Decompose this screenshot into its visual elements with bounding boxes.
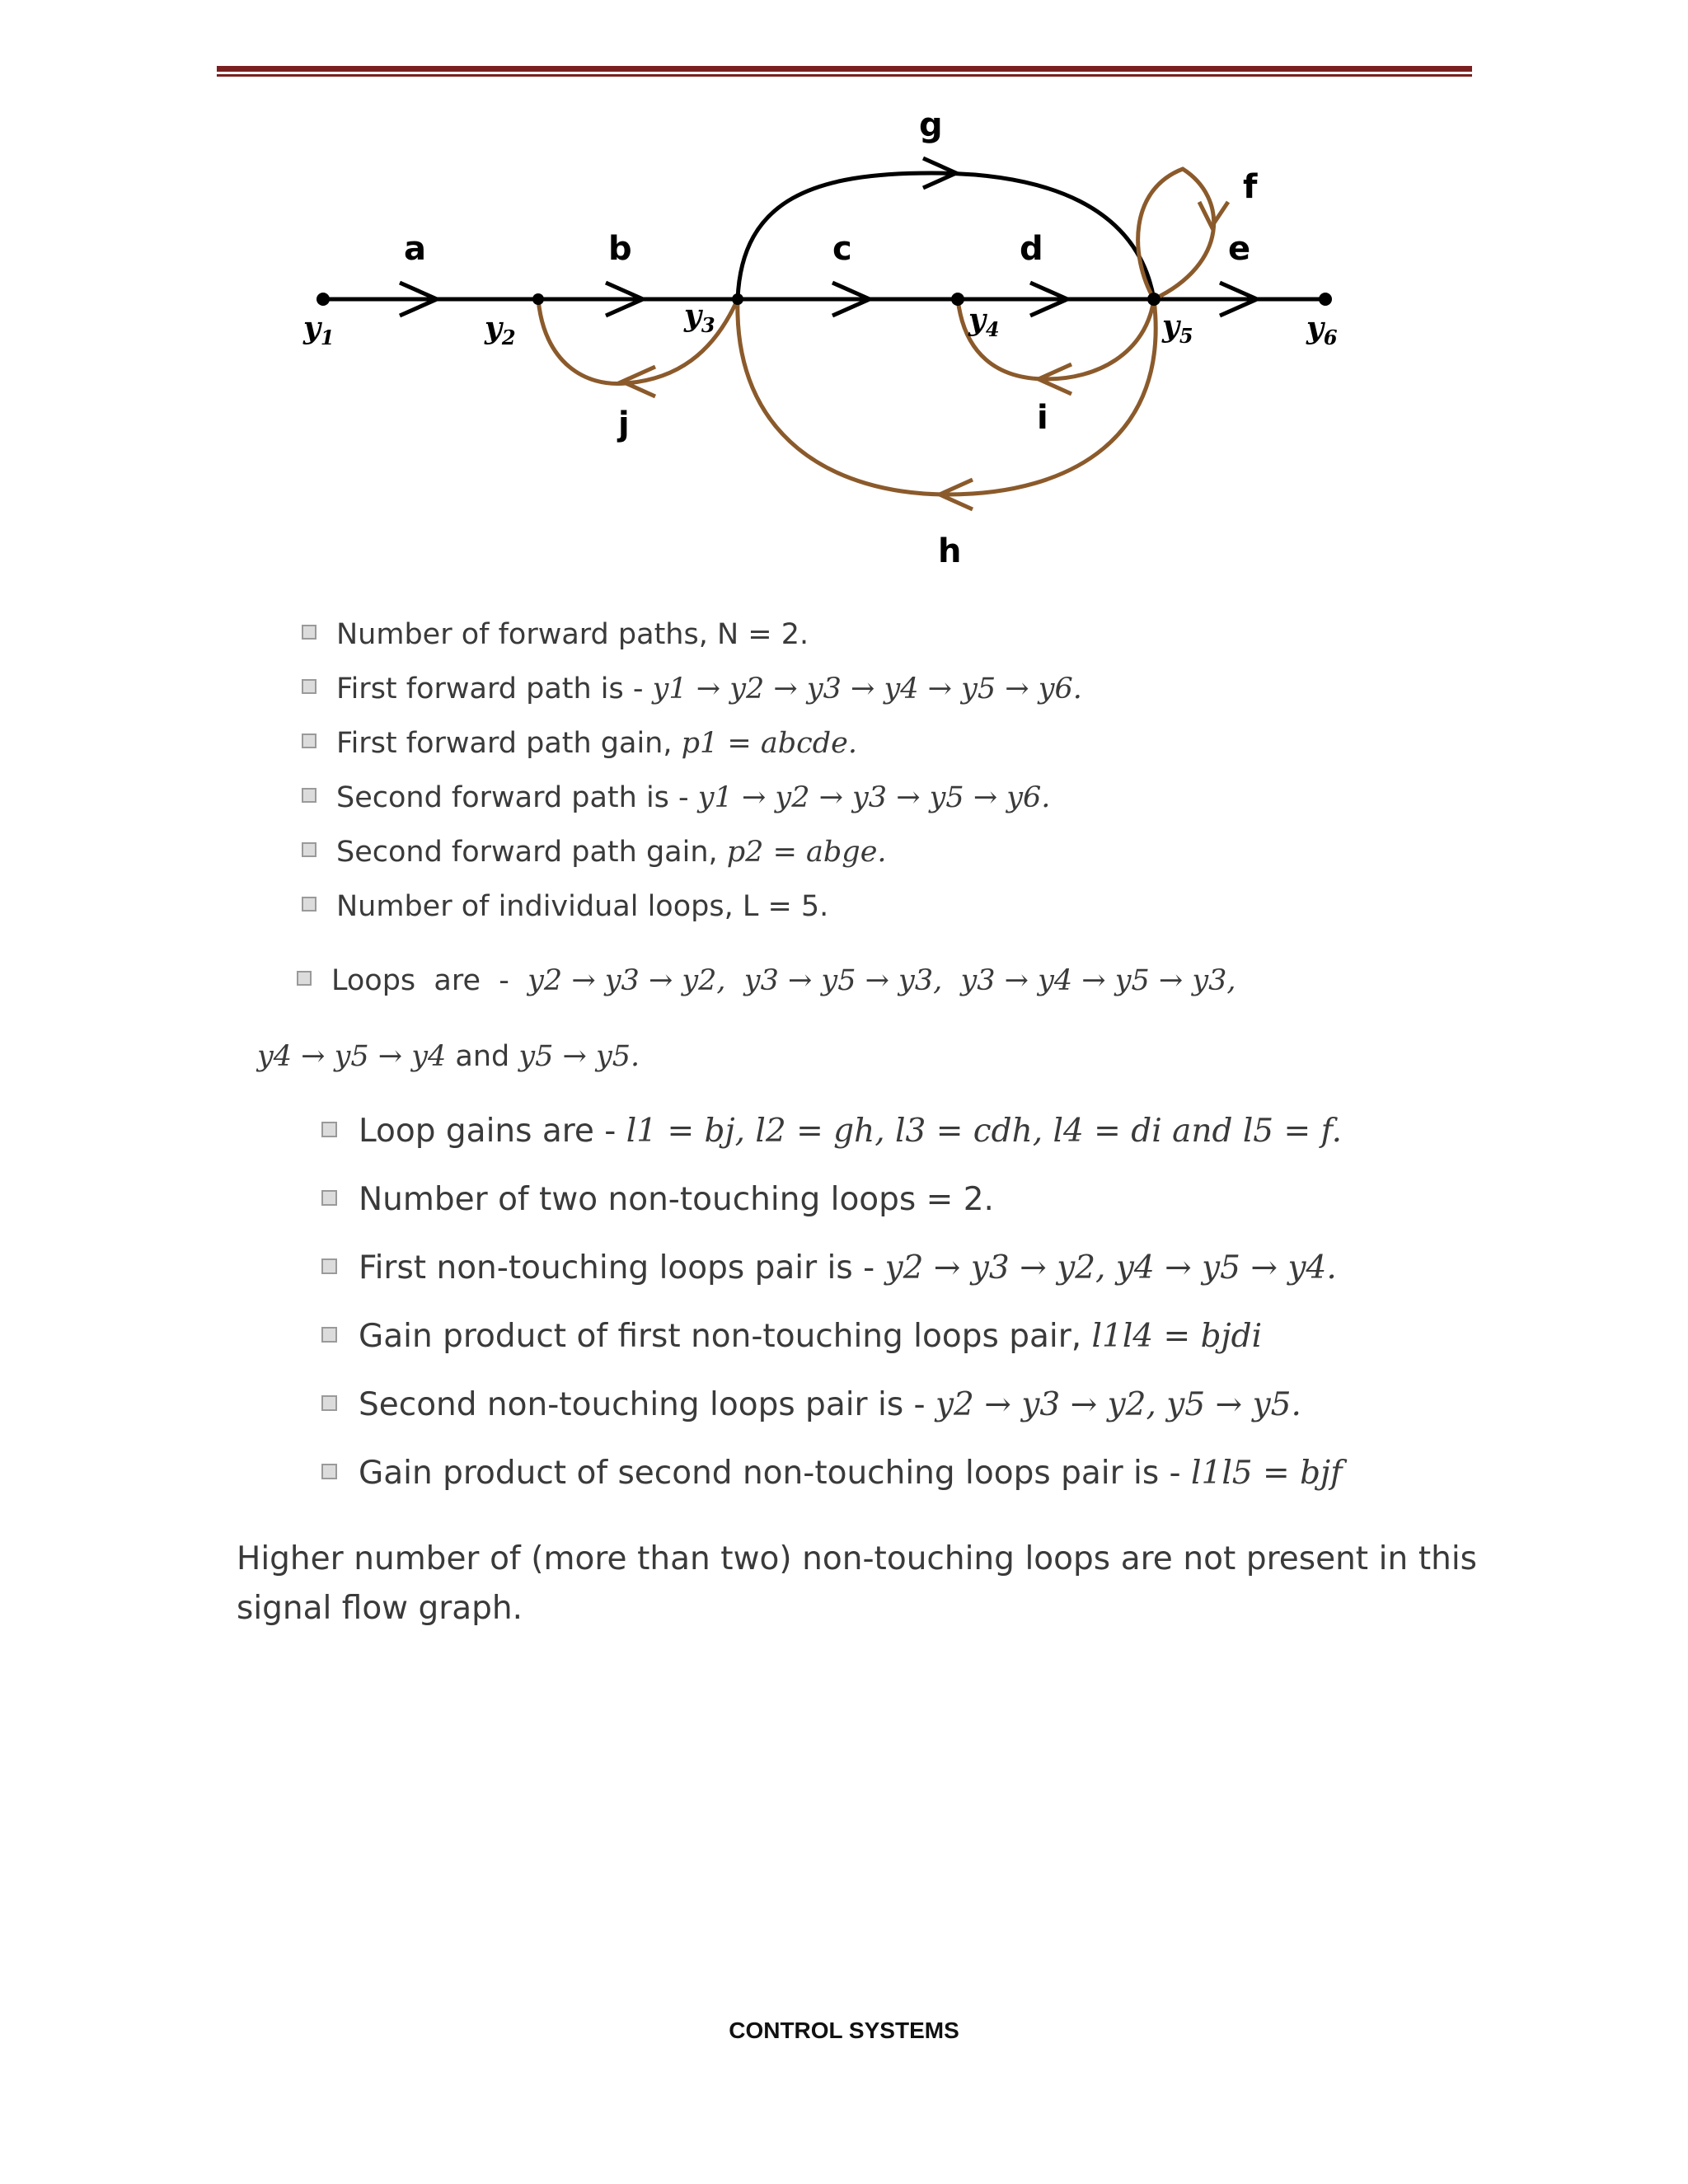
node-y1 (316, 293, 330, 306)
node-y5 (1147, 293, 1160, 306)
list-item: Second forward path is - y1 → y2 → y3 → y5 → y6. (302, 781, 1050, 814)
gain-label-a: a (404, 230, 426, 268)
bullet-icon (302, 625, 316, 640)
bullet-icon (321, 1258, 337, 1274)
list-item: First non-touching loops pair is - y2 → y3 → y2, y4 → y5 → y4. (321, 1249, 1337, 1286)
bullet-icon (321, 1190, 337, 1206)
bullet-icon (321, 1122, 337, 1137)
list-item: Second forward path gain, p2 = abge. (302, 836, 887, 869)
node-y3 (732, 293, 743, 305)
header-rule-thick (217, 66, 1472, 72)
bullet-icon (321, 1395, 337, 1411)
bullet-icon (302, 897, 316, 912)
branch-h (738, 299, 1156, 494)
bullet-icon (302, 788, 316, 803)
list-item: Loops are - y2 → y3 → y2, y3 → y5 → y3, y3 → y4 → y5 → y3, (297, 964, 1236, 997)
node-label-y3: $y_3$ (684, 298, 715, 337)
node-label-y2: $y_2$ (485, 311, 516, 349)
node-y6 (1319, 293, 1332, 306)
gain-label-i: i (1037, 399, 1048, 437)
bullet-icon (321, 1327, 337, 1343)
loops-continuation: y4 → y5 → y4 and y5 → y5. (257, 1040, 640, 1073)
bullet-icon (297, 971, 312, 986)
gain-label-e: e (1228, 230, 1251, 268)
gain-label-b: b (608, 230, 632, 268)
header-rule-thin (217, 74, 1472, 77)
gain-label-g: g (919, 106, 943, 144)
node-y2 (532, 293, 544, 305)
gain-label-d: d (1020, 230, 1043, 268)
bullet-icon (321, 1464, 337, 1479)
signal-flow-graph (272, 91, 1409, 585)
node-label-y4: $y_4$ (968, 302, 1000, 341)
list-item: First forward path is - y1 → y2 → y3 → y4 → y5 → y6. (302, 673, 1082, 705)
list-item: Number of two non-touching loops = 2. (321, 1181, 994, 1218)
node-label-y5: $y_5$ (1162, 309, 1193, 348)
node-y4 (951, 293, 964, 306)
node-label-y6: $y_6$ (1306, 311, 1338, 349)
bullet-icon (302, 733, 316, 748)
node-label-y1: $y_1$ (303, 311, 335, 349)
branch-j (538, 299, 738, 384)
bullet-icon (302, 842, 316, 857)
gain-label-c: c (832, 230, 852, 268)
list-item: Second non-touching loops pair is - y2 → y3 → y2, y5 → y5. (321, 1386, 1301, 1423)
gain-label-j: j (618, 405, 630, 443)
closing-paragraph: Higher number of (more than two) non-touching loops are not present in this signal flow graph. (237, 1540, 1477, 1627)
list-item: Gain product of first non-touching loops pair, l1l4 = bjdi (321, 1318, 1262, 1355)
branch-g (738, 173, 1154, 299)
list-item: First forward path gain, p1 = abcde. (302, 727, 857, 760)
gain-label-f: f (1243, 168, 1258, 206)
page-footer: CONTROL SYSTEMS (729, 2018, 959, 2043)
list-item: Gain product of second non-touching loops pair is - l1l5 = bjf (321, 1455, 1343, 1492)
bullet-icon (302, 679, 316, 694)
gain-label-h: h (938, 532, 962, 570)
list-item: Number of forward paths, N = 2. (302, 618, 809, 651)
list-item: Number of individual loops, L = 5. (302, 890, 828, 923)
list-item: Loop gains are - l1 = bj, l2 = gh, l3 = cdh, l4 = di and l5 = f. (321, 1113, 1342, 1150)
